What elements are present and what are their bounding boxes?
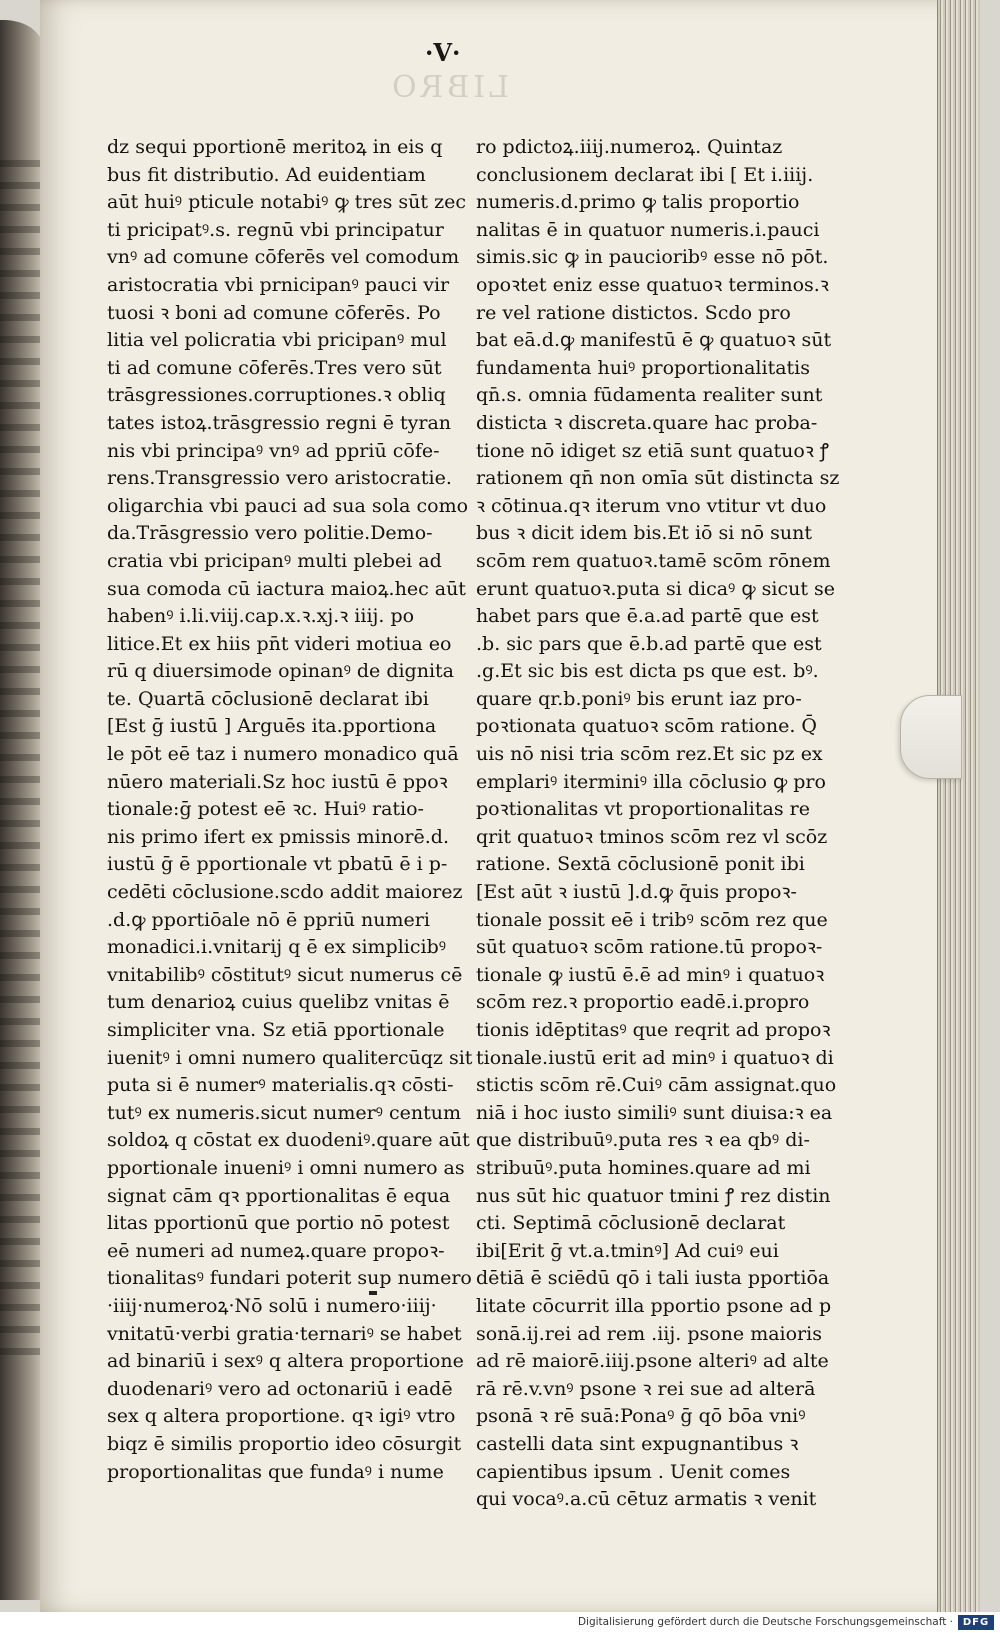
text-line: oligarchia vbi pauci ad sua sola como <box>107 494 469 517</box>
text-line: cedēti cōclusione.scdo addit maiorez <box>107 881 463 904</box>
text-line: bus ꝛ dicit idem bis.Et iō si nō sunt <box>476 522 812 545</box>
text-line: litice.Et ex hiis pn̄t videri motiua eo <box>107 632 452 655</box>
text-line: duodenariꝰ vero ad octonariū i eadē <box>107 1377 453 1400</box>
text-line: .b. sic pars que ē.b.ad partē que est <box>476 632 822 655</box>
text-line: habet pars que ē.a.ad partē que est <box>476 605 819 628</box>
text-line: conclusionem declarat ibi [ Et i.iiij. <box>476 163 814 186</box>
text-line: iuenitꝰ i omni numero qualitercūqz sit <box>107 1046 473 1069</box>
text-line: tionis idēptitasꝰ que reqrit ad propoꝛ <box>476 1019 831 1041</box>
page-fore-edge <box>937 0 980 1612</box>
text-line: puta si ē numerꝰ materialis.qꝛ cōsti- <box>107 1074 454 1097</box>
text-line: bus fit distributio. Ad euidentiam <box>107 163 426 186</box>
folio-number: ·V· <box>425 38 461 67</box>
text-line: da.Trāsgressio vero politie.Demo- <box>107 522 433 545</box>
text-line: cti. Septimā cōclusionē declarat <box>476 1212 786 1235</box>
text-line: ro pdictoꝝ.iiij.numeroꝝ. Quintaz <box>476 136 783 158</box>
text-line: fundamenta huiꝰ proportionalitatis <box>476 356 811 379</box>
text-line: rationem qn̄ non omīa sūt distincta sz <box>476 467 840 490</box>
text-line: qn̄.s. omnia fūdamenta realiter sunt <box>476 384 823 407</box>
text-line: rā rē.v.vnꝰ psone ꝛ rei sue ad alterā <box>476 1377 816 1400</box>
text-line: tutꝰ ex numeris.sicut numerꝰ centum <box>107 1101 461 1124</box>
text-line: castelli data sint expugnantibus ꝛ <box>476 1432 799 1455</box>
text-line: proportionalitas que fundaꝰ i nume <box>107 1460 444 1483</box>
text-line: disticta ꝛ discreta.quare hac proba- <box>476 411 818 434</box>
text-column-right <box>476 134 840 1514</box>
text-line: biqz ē similis proportio ideo cōsurgit <box>107 1432 462 1455</box>
text-line: cratia vbi pricipanꝰ multi plebei ad <box>107 549 442 572</box>
text-line: capientibus ipsum . Uenit comes <box>476 1460 791 1483</box>
text-line: tionale ꝙ iustū ē.ē ad minꝰ i quatuoꝛ <box>476 963 825 986</box>
text-line: poꝛtionata quatuoꝛ scōm ratione. Q̄ <box>476 715 817 738</box>
text-line: tum denarioꝝ cuius quelibz vnitas ē <box>107 991 450 1014</box>
text-line: ratione. Sextā cōclusionē ponit ibi <box>476 853 805 876</box>
text-line: re vel ratione distictos. Scdo pro <box>476 301 791 324</box>
text-line: te. Quartā cōclusionē declarat ibi <box>107 687 429 710</box>
text-line: dz sequi pportionē meritoꝝ in eis q <box>107 136 443 158</box>
text-line: ibi[Erit ḡ vt.a.tminꝰ] Ad cuiꝰ eui <box>476 1239 779 1262</box>
text-line: opoꝛtet eniz esse quatuoꝛ terminos.ꝛ <box>476 273 829 296</box>
text-line: [Est aūt ꝛ iustū ].d.ꝙ q̄uis propoꝛ- <box>476 881 797 904</box>
text-line: uis nō nisi tria scōm rez.Et sic pz ex <box>476 743 823 766</box>
text-line: eē numeri ad numeꝝ.quare propoꝛ- <box>107 1239 445 1262</box>
dfg-logo: DFG <box>958 1615 994 1630</box>
text-line: tionale.iustū erit ad minꝰ i quatuoꝛ di <box>476 1046 834 1069</box>
book-page <box>40 0 980 1612</box>
text-line: signat cām qꝛ pportionalitas ē equa <box>107 1184 451 1207</box>
text-line: nalitas ē in quatuor numeris.i.pauci <box>476 218 820 241</box>
text-line: vnꝰ ad comune cōferēs vel comodum <box>107 246 460 269</box>
signature-mark <box>369 1291 377 1295</box>
adjacent-page-edge <box>0 20 44 1600</box>
text-line: sūt quatuoꝛ scōm ratione.tū propoꝛ- <box>476 936 823 959</box>
text-line: litate cōcurrit illa pportio psone ad p <box>476 1294 832 1317</box>
text-line: psonā ꝛ rē suā:Ponaꝰ ḡ qō bōa vniꝰ <box>476 1405 806 1428</box>
text-line: tione nō idiget sz etiā sunt quatuoꝛ ꝭ <box>476 439 829 462</box>
text-line: scōm rez.ꝛ proportio eadē.i.propro <box>476 991 810 1014</box>
text-line: rū q diuersimode opinanꝰ de dignita <box>107 660 454 683</box>
text-line: ti pricipatꝰ.s. regnū vbi principatur <box>107 218 444 241</box>
text-line: scōm rem quatuoꝛ.tamē scōm rōnem <box>476 549 831 572</box>
text-line: nūero materiali.Sz hoc iustū ē ppoꝛ <box>107 770 448 793</box>
text-line: vnitatū·verbi gratia·ternariꝰ se habet <box>107 1322 462 1345</box>
text-line: quare qr.b.poniꝰ bis erunt iaz pro- <box>476 687 802 710</box>
text-line: stribuūꝰ.puta homines.quare ad mi <box>476 1156 811 1179</box>
text-line: simis.sic ꝙ in paucioribꝰ esse nō pōt. <box>476 246 829 269</box>
text-line: que distribuūꝰ.puta res ꝛ ea qbꝰ di- <box>476 1129 810 1152</box>
text-line: le pōt eē taz i numero monadico quā <box>107 743 459 766</box>
text-line: monadici.i.vnitarij q ē ex simplicibꝰ <box>107 936 447 959</box>
text-line: aristocratia vbi prnicipanꝰ pauci vir <box>107 273 450 296</box>
text-line: litia vel policratia vbi pricipanꝰ mul <box>107 329 447 352</box>
text-line: stictis scōm rē.Cuiꝰ cām assignat.quo <box>476 1074 837 1097</box>
text-line: tates istoꝝ.trāsgressio regni ē tyran <box>107 411 452 434</box>
text-line: pportionale inueniꝰ i omni numero as <box>107 1156 465 1179</box>
text-line: sex q altera proportione. qꝛ igiꝰ vtro <box>107 1405 456 1428</box>
text-line: tionale possit eē i tribꝰ scōm rez que <box>476 908 828 931</box>
text-line: emplariꝰ iterminiꝰ illa cōclusio ꝙ pro <box>476 770 826 793</box>
text-line: tuosi ꝛ boni ad comune cōferēs. Po <box>107 301 441 324</box>
text-line: dētiā ē sciēdū qō i tali iusta pportiōa <box>476 1267 830 1290</box>
text-line: tionalitasꝰ fundari poterit sup numero <box>107 1267 472 1290</box>
text-column-left <box>107 134 473 1486</box>
text-line: trāsgressiones.corruptiones.ꝛ obliq <box>107 384 446 407</box>
text-line: numeris.d.primo ꝙ talis proportio <box>476 191 800 214</box>
text-line: ꝛ cōtinua.qꝛ iterum vno vtitur vt duo <box>476 494 827 517</box>
text-line: qrit quatuoꝛ tminos scōm rez vl scōz <box>476 825 828 848</box>
text-line: litas pportionū que portio nō potest <box>107 1212 450 1235</box>
text-line: erunt quatuoꝛ.puta si dicaꝰ ꝙ sicut se <box>476 577 836 600</box>
text-line: ti ad comune cōferēs.Tres vero sūt <box>107 356 442 379</box>
text-line: niā i hoc iusto similiꝰ sunt diuisa:ꝛ ea <box>476 1101 833 1124</box>
adjacent-page-text-bleed <box>0 160 44 1360</box>
text-line: qui vocaꝰ.a.cū cētuz armatis ꝛ venit <box>476 1488 817 1511</box>
text-line: vnitabilibꝰ cōstitutꝰ sicut numerus cē <box>107 963 463 986</box>
footer-credit: Digitalisierung gefördert durch die Deutsche Forschungsgemeinschaft · <box>577 1616 953 1628</box>
text-line: simpliciter vna. Sz etiā pportionale <box>107 1019 445 1041</box>
text-line: rens.Transgressio vero aristocratie. <box>107 467 452 490</box>
text-line: bat eā.d.ꝙ manifestū ē ꝙ quatuoꝛ sūt <box>476 329 832 352</box>
text-line: nus sūt hic quatuor tmini ꝭ rez distin <box>476 1184 831 1207</box>
text-line: habenꝰ i.li.viij.cap.x.ꝛ.xj.ꝛ iiij. po <box>107 605 415 628</box>
text-line: ad rē maiorē.iiij.psone alteriꝰ ad alte <box>476 1350 829 1373</box>
text-line: soldoꝝ q cōstat ex duodeniꝰ.quare aūt <box>107 1129 470 1152</box>
text-line: ·iiij·numeroꝝ·Nō solū i numero·iiij· <box>107 1294 437 1317</box>
text-line: tionale:ḡ potest eē ꝛc. Huiꝰ ratio- <box>107 798 424 821</box>
text-line: .g.Et sic bis est dicta ps que est. bꝰ. <box>476 660 819 683</box>
text-line: aūt huiꝰ pticule notabiꝰ ꝙ tres sūt zec <box>107 191 466 214</box>
text-line: iustū ḡ ē pportionale vt pbatū ē i p- <box>107 853 448 876</box>
text-line: nis primo ifert ex pmissis minorē.d. <box>107 825 449 848</box>
page-tab-marker <box>900 695 962 779</box>
show-through-text: LIBRO <box>388 70 510 105</box>
text-line: nis vbi principaꝰ vnꝰ ad ppriū cōfe- <box>107 439 440 462</box>
text-line: [Est ḡ iustū ] Arguēs ita.pportiona <box>107 715 437 738</box>
text-line: sonā.ij.rei ad rem .iij. psone maioris <box>476 1322 822 1345</box>
text-line: sua comoda cū iactura maioꝝ.hec aūt <box>107 577 466 600</box>
text-line: poꝛtionalitas vt proportionalitas re <box>476 798 810 821</box>
text-line: ad binariū i sexꝰ q altera proportione <box>107 1350 464 1373</box>
text-line: .d.ꝙ pportiōale nō ē ppriū numeri <box>107 908 430 931</box>
